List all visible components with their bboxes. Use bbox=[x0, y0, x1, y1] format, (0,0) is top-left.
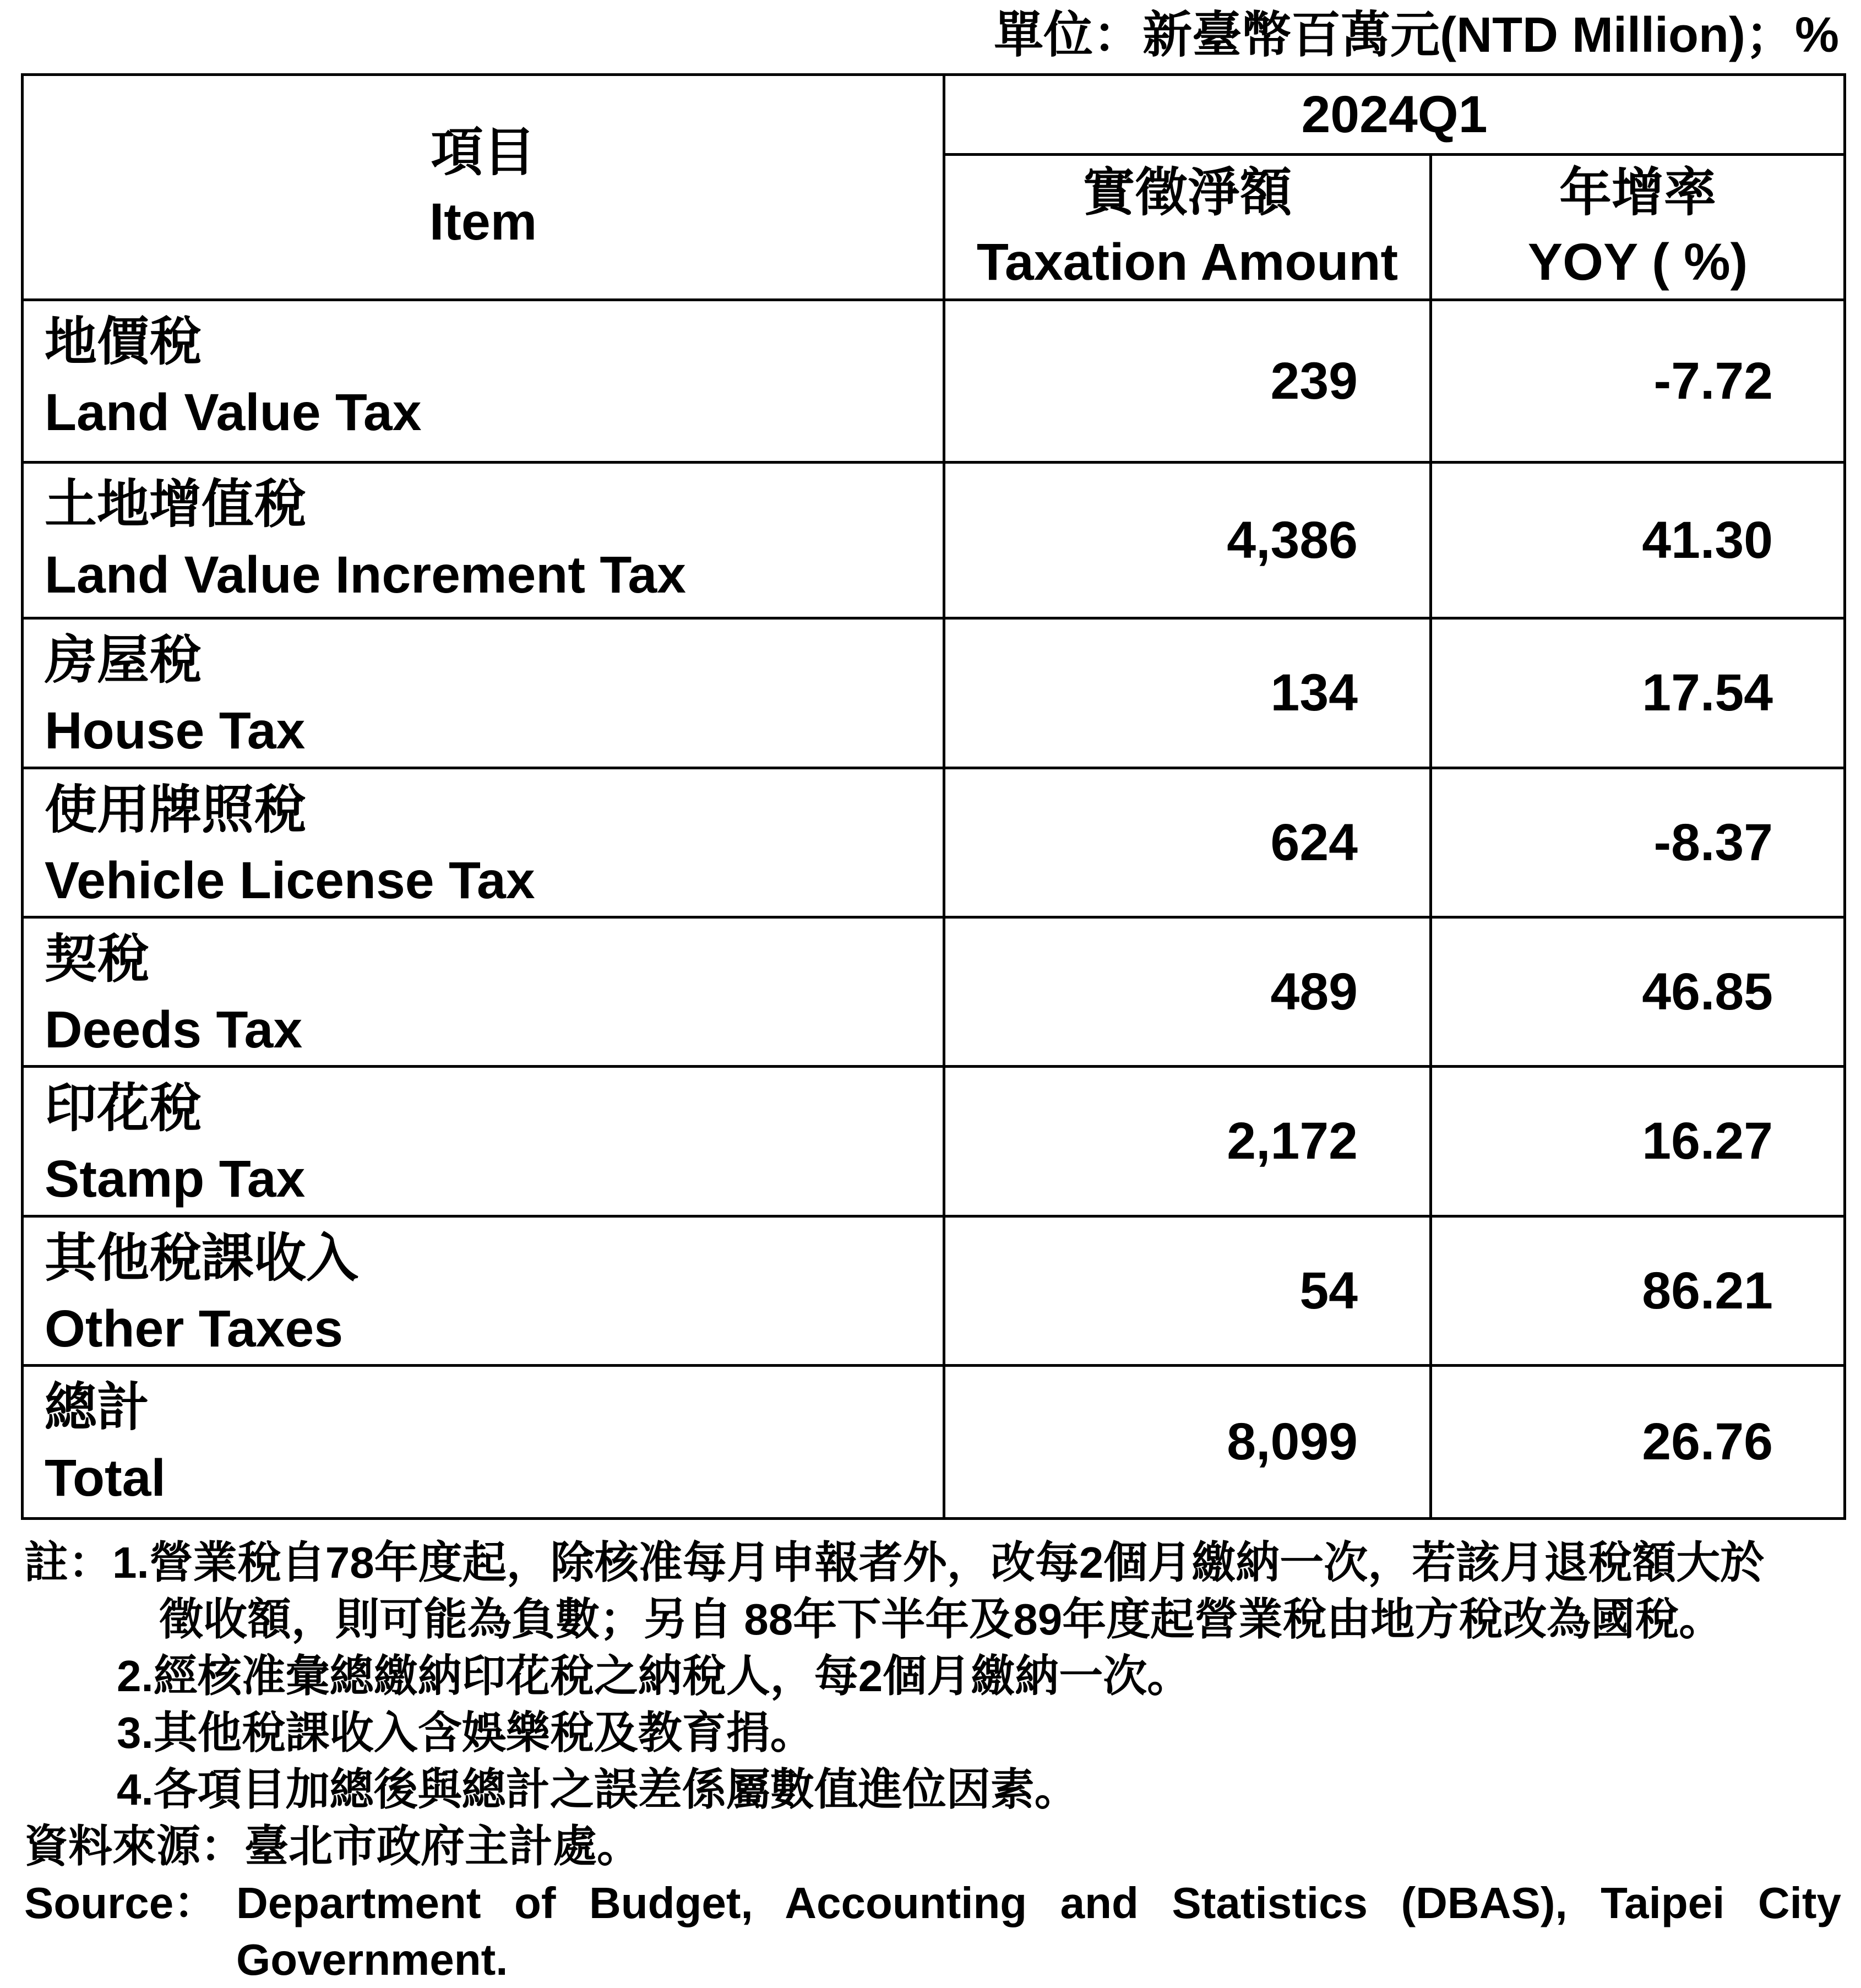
row-item bbox=[23, 768, 944, 917]
row-item bbox=[23, 917, 944, 1067]
row-yoy: 86.21 bbox=[1431, 1216, 1845, 1366]
header-period: 2024Q1 bbox=[944, 75, 1845, 155]
table-row-total bbox=[23, 1366, 1845, 1519]
row-yoy: 26.76 bbox=[1431, 1366, 1845, 1519]
row-item bbox=[23, 1067, 944, 1216]
header-item-en: Item bbox=[429, 193, 537, 251]
row-item-en: Land Value Increment Tax bbox=[45, 546, 687, 604]
row-item bbox=[23, 618, 944, 768]
table-row bbox=[23, 463, 1845, 618]
row-item-en: Vehicle License Tax bbox=[45, 851, 535, 910]
note-3: 3.其他稅課收入含娛樂稅及教育捐。 bbox=[117, 1708, 814, 1757]
row-item-en: Land Value Tax bbox=[45, 383, 422, 442]
row-amount: 134 bbox=[944, 618, 1431, 768]
row-yoy: 41.30 bbox=[1431, 463, 1845, 618]
source-en bbox=[24, 1875, 1841, 1988]
row-amount: 8,099 bbox=[944, 1366, 1431, 1519]
note-1-line-2: 徵收額，則可能為負數；另自 88年下半年及89年度起營業稅由地方稅改為國稅。 bbox=[159, 1595, 1723, 1644]
row-yoy: -8.37 bbox=[1431, 768, 1845, 917]
row-amount: 4,386 bbox=[944, 463, 1431, 618]
note-2: 2.經核准彙總繳納印花稅之納稅人，每2個月繳納一次。 bbox=[117, 1652, 1191, 1701]
row-item-zh: 地價稅 bbox=[45, 313, 202, 371]
source-zh: 資料來源：臺北市政府主計處。 bbox=[24, 1822, 641, 1871]
row-item bbox=[23, 463, 944, 618]
row-item bbox=[23, 1216, 944, 1366]
row-yoy: 17.54 bbox=[1431, 618, 1845, 768]
row-item-en: Deeds Tax bbox=[45, 1001, 303, 1059]
row-item-en: Other Taxes bbox=[45, 1300, 344, 1358]
header-item-zh: 項目 bbox=[431, 123, 536, 182]
table-row bbox=[23, 917, 1845, 1067]
header-amount bbox=[944, 155, 1431, 300]
note-1-line-1: 註：1.營業稅自78年度起，除核准每月申報者外，改每2個月繳納一次，若該月退稅額大於 bbox=[24, 1538, 1765, 1587]
row-item bbox=[23, 300, 944, 463]
source-en-text: Department of Budget, Accounting and Statistics (DBAS), Taipei City Government. bbox=[236, 1878, 1841, 1984]
header-amount-en: Taxation Amount bbox=[976, 232, 1399, 291]
header-amount-zh: 實徵淨額 bbox=[1082, 163, 1292, 222]
row-amount: 2,172 bbox=[944, 1067, 1431, 1216]
row-amount: 489 bbox=[944, 917, 1431, 1067]
notes-section bbox=[24, 1534, 1841, 1988]
row-item-zh: 土地增值稅 bbox=[45, 475, 307, 534]
row-item-en: House Tax bbox=[45, 702, 306, 760]
row-item-zh: 房屋稅 bbox=[45, 631, 202, 689]
header-item bbox=[23, 75, 944, 300]
header-yoy-en: YOY ( %) bbox=[1527, 232, 1748, 291]
row-item-zh: 其他稅課收入 bbox=[45, 1229, 359, 1288]
row-item bbox=[23, 1366, 944, 1519]
table-row bbox=[23, 300, 1845, 463]
row-item-en: Stamp Tax bbox=[45, 1150, 306, 1208]
row-item-en: Total bbox=[45, 1449, 166, 1507]
row-amount: 239 bbox=[944, 300, 1431, 463]
tax-table bbox=[21, 73, 1846, 1520]
row-item-zh: 印花稅 bbox=[45, 1079, 202, 1138]
table-row bbox=[23, 1216, 1845, 1366]
header-yoy bbox=[1431, 155, 1845, 300]
row-yoy: 46.85 bbox=[1431, 917, 1845, 1067]
row-item-zh: 總計 bbox=[45, 1378, 150, 1437]
table-row bbox=[23, 768, 1845, 917]
note-4: 4.各項目加總後與總計之誤差係屬數值進位因素。 bbox=[117, 1765, 1079, 1814]
row-item-zh: 契稅 bbox=[45, 930, 150, 988]
row-amount: 54 bbox=[944, 1216, 1431, 1366]
table-row bbox=[23, 618, 1845, 768]
unit-label: 單位：新臺幣百萬元(NTD Million)；% bbox=[994, 8, 1839, 63]
row-item-zh: 使用牌照稅 bbox=[45, 781, 307, 839]
row-amount: 624 bbox=[944, 768, 1431, 917]
row-yoy: 16.27 bbox=[1431, 1067, 1845, 1216]
header-yoy-zh: 年增率 bbox=[1559, 163, 1717, 222]
table-row bbox=[23, 1067, 1845, 1216]
source-en-label: Source： bbox=[24, 1878, 218, 1927]
row-yoy: -7.72 bbox=[1431, 300, 1845, 463]
